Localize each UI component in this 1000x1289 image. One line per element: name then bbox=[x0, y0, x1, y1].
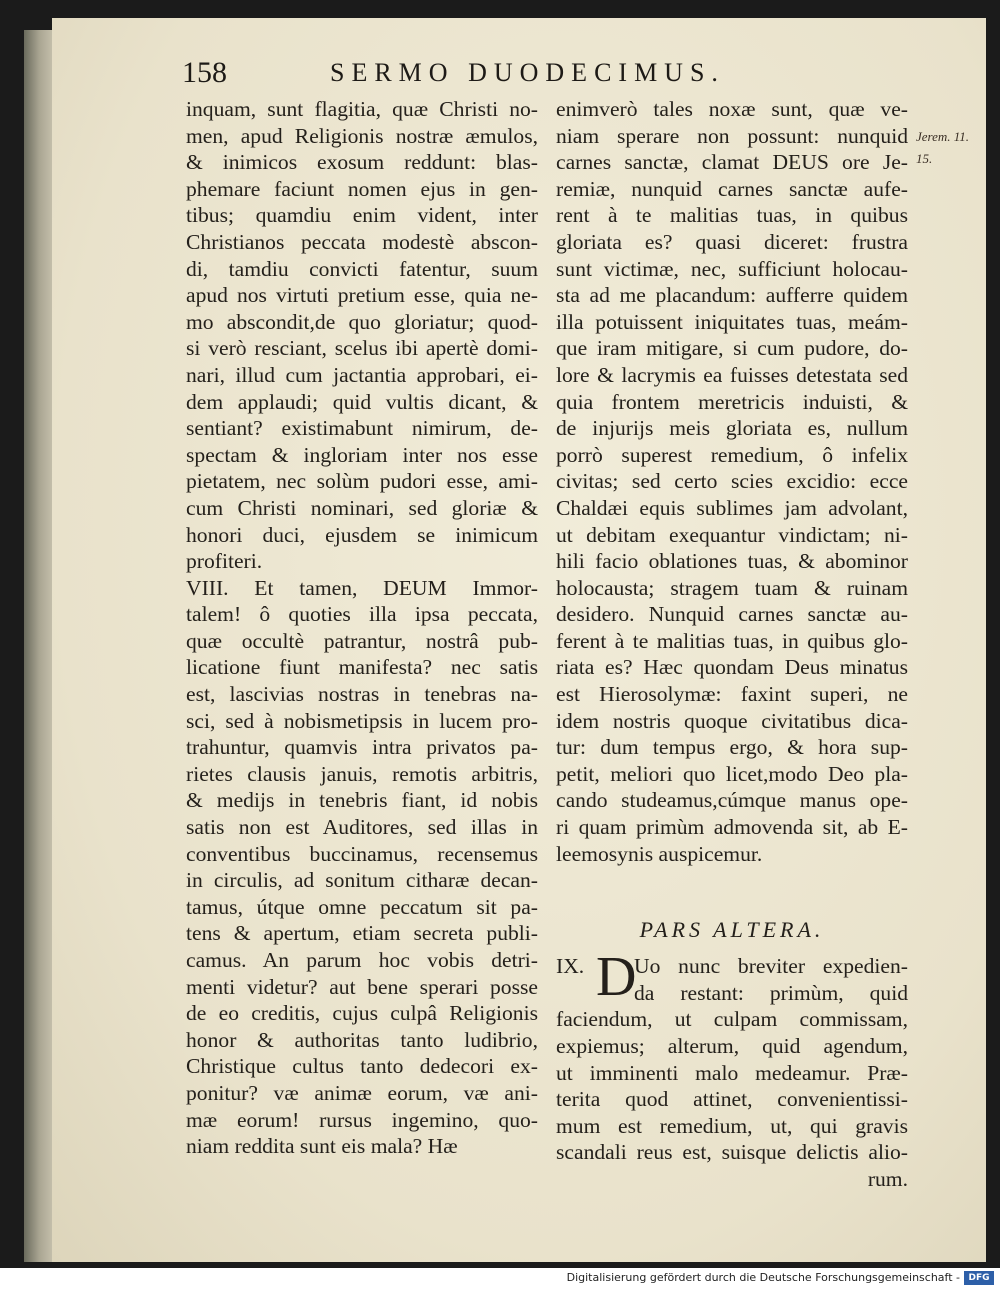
text-line: carnes sanctæ, clamat DEUS ore Je- bbox=[556, 150, 908, 175]
text-line: est, lascivias nostras in tenebras na- bbox=[186, 682, 538, 707]
text-line: hili facio oblationes tuas, & abominor bbox=[556, 549, 908, 574]
funding-credit: Digitalisierung gefördert durch die Deutsche Forschungsgemeinschaft - bbox=[566, 1271, 960, 1284]
text-line: cum Christi nominari, sed gloriæ & bbox=[186, 495, 538, 520]
text-line: ut debitam exequantur vindictam; ni- bbox=[556, 522, 908, 547]
running-head bbox=[182, 56, 742, 96]
text-line: enimverò tales noxæ sunt, quæ ve- bbox=[556, 97, 908, 121]
text-line: Christique cultus tanto dedecori ex- bbox=[186, 1054, 538, 1079]
text-line: holocausta; stragem tuam & ruinam bbox=[556, 575, 908, 600]
text-line: sentiant? existimabunt nimirum, de- bbox=[186, 416, 538, 441]
text-line: expiemus; alterum, quid agendum, bbox=[556, 1034, 908, 1058]
text-line: pietatem, nec solùm pudori esse, ami- bbox=[186, 469, 538, 494]
text-line: da restant: primùm, quid bbox=[634, 980, 908, 1005]
text-line: Chaldæi equis sublimes jam advolant, bbox=[556, 495, 908, 520]
text-line: que iram mitigare, si cum pudore, do- bbox=[556, 336, 908, 361]
text-line: ferent à te malitias tuas, in quibus glo- bbox=[556, 628, 908, 653]
text-line: niam sperare non possunt: nunquid bbox=[556, 123, 908, 148]
text-line: de eo creditis, cujus culpâ Religionis bbox=[186, 1001, 538, 1026]
text-line: quæ occultè patrantur, nostrâ pub- bbox=[186, 628, 538, 653]
text-line: si verò resciant, scelus ibi apertè domi- bbox=[186, 336, 538, 361]
right-text-column bbox=[556, 96, 908, 1193]
text-line: dem applaudi; quid vultis dicant, & bbox=[186, 389, 538, 414]
text-line: lore & lacrymis ea fuisses detestata sed bbox=[556, 362, 908, 387]
text-line: trahuntur, quamvis intra privatos pa- bbox=[186, 735, 538, 760]
text-line: in circulis, ad sonitum citharæ decan- bbox=[186, 868, 538, 893]
marginal-note-line: Jerem. 11. bbox=[916, 129, 970, 144]
text-line: honori duci, ejusdem se inimicum bbox=[186, 522, 538, 547]
text-line: mum est remedium, ut, qui gravis bbox=[556, 1113, 908, 1138]
text-line: & inimicos exosum reddunt: blas- bbox=[186, 150, 538, 175]
text-line: tibus; quamdiu enim vident, inter bbox=[186, 203, 538, 228]
text-line: licatione fiunt manifesta? nec satis bbox=[186, 655, 538, 680]
text-line: apud nos virtuti pretium esse, quia ne- bbox=[186, 283, 538, 308]
section-heading: PARS ALTERA. bbox=[639, 917, 825, 943]
text-line: sta ad me placandum: aufferre quidem bbox=[556, 283, 908, 308]
text-line: desidero. Nunquid carnes sanctæ au- bbox=[556, 602, 908, 627]
text-line: gloriata es? quasi diceret: frustra bbox=[556, 229, 908, 254]
text-line: menti videtur? aut bene sperari posse bbox=[186, 974, 538, 999]
text-line: ut imminenti malo medeamur. Præ- bbox=[556, 1060, 908, 1085]
text-line: men, apud Religionis nostræ æmulos, bbox=[186, 123, 538, 148]
text-line: tens & apertum, etiam secreta publi- bbox=[186, 921, 538, 946]
text-line: camus. An parum hoc vobis detri- bbox=[186, 948, 538, 972]
text-line: satis non est Auditores, sed illas in bbox=[186, 815, 538, 840]
text-line: porrò superest remedium, ô infelix bbox=[556, 442, 908, 467]
page-number: 158 bbox=[182, 56, 227, 89]
text-line: profiteri. bbox=[186, 549, 263, 574]
text-line: Uo nunc breviter expedien- bbox=[634, 954, 908, 979]
marginal-note bbox=[916, 126, 986, 170]
text-line: di, tamdiu convicti fatentur, suum bbox=[186, 256, 538, 281]
text-line: faciendum, ut culpam commissam, bbox=[556, 1007, 908, 1032]
text-line: tamus, útque omne peccatum sit pa- bbox=[186, 894, 538, 919]
text-line: sunt victimæ, nec, sufficiunt holocau- bbox=[556, 256, 908, 281]
text-line: civitas; sed certo scies excidio: ecce bbox=[556, 469, 908, 494]
text-line: phemare faciunt nomen ejus in gen- bbox=[186, 176, 538, 201]
text-line: nari, illud cum jactantia approbari, ei- bbox=[186, 362, 538, 387]
text-line: de injurijs meis gloriata es, nullum bbox=[556, 416, 908, 441]
text-line: leemosynis auspicemur. bbox=[556, 841, 763, 866]
text-line: tur: dum tempus ergo, & hora sup- bbox=[556, 735, 908, 760]
footer-bar bbox=[0, 1268, 1000, 1289]
text-line: petit, meliori quo licet,modo Deo pla- bbox=[556, 761, 908, 786]
text-line: conventibus buccinamus, recensemus bbox=[186, 841, 538, 866]
left-text-column bbox=[186, 96, 538, 1160]
text-line: rietes clausis januis, remotis arbitris, bbox=[186, 761, 538, 786]
text-line: scandali reus est, suisque delictis alio- bbox=[556, 1140, 908, 1165]
text-line: & medijs in tenebris fiant, id nobis bbox=[186, 788, 538, 813]
text-line: Christianos peccata modestè abscon- bbox=[186, 229, 538, 254]
text-line: sci, sed à nobismetipsis in lucem pro- bbox=[186, 708, 538, 733]
text-line: riata es? Hæc quondam Deus minatus bbox=[556, 655, 908, 680]
drop-cap: D bbox=[596, 946, 637, 1009]
text-line: illa potuissent iniquitates tuas, meám- bbox=[556, 309, 908, 334]
text-line: cando studeamus,cúmque manus ope- bbox=[556, 788, 908, 813]
text-line: VIII. Et tamen, DEUM Immor- bbox=[186, 575, 538, 600]
section-gap bbox=[556, 867, 908, 907]
marginal-note-line: 15. bbox=[916, 151, 933, 166]
text-line: mæ eorum! rursus ingemino, quo- bbox=[186, 1107, 538, 1132]
text-line: terita quod attinet, convenientissi- bbox=[556, 1087, 908, 1112]
text-line: niam reddita sunt eis mala? Hæ bbox=[186, 1134, 458, 1159]
text-line: rent à te malitias tuas, in quibus bbox=[556, 203, 908, 228]
dfg-logo: DFG bbox=[964, 1271, 994, 1285]
text-line: honor & authoritas tanto ludibrio, bbox=[186, 1027, 538, 1052]
text-line: spectam & ingloriam inter nos esse bbox=[186, 442, 538, 467]
text-line: est Hierosolymæ: faxint superi, ne bbox=[556, 682, 908, 707]
text-line: idem nostris quoque civitatibus dica- bbox=[556, 708, 908, 733]
text-line: talem! ô quoties illa ipsa peccata, bbox=[186, 602, 538, 627]
text-line: ponitur? væ animæ eorum, væ ani- bbox=[186, 1080, 538, 1105]
text-line: rum. bbox=[867, 1166, 908, 1191]
text-line: inquam, sunt flagitia, quæ Christi no- bbox=[186, 97, 538, 121]
text-line: mo abscondit,de quo gloriatur; quod- bbox=[186, 309, 538, 334]
running-title: SERMO DUODECIMUS. bbox=[330, 58, 725, 87]
text-line: remiæ, nunquid carnes sanctæ aufe- bbox=[556, 176, 908, 201]
section-numeral: IX. bbox=[556, 954, 585, 979]
text-line: quia frontem meretricis induisti, & bbox=[556, 389, 908, 414]
text-line: ri quam primùm admovenda sit, ab E- bbox=[556, 815, 908, 840]
